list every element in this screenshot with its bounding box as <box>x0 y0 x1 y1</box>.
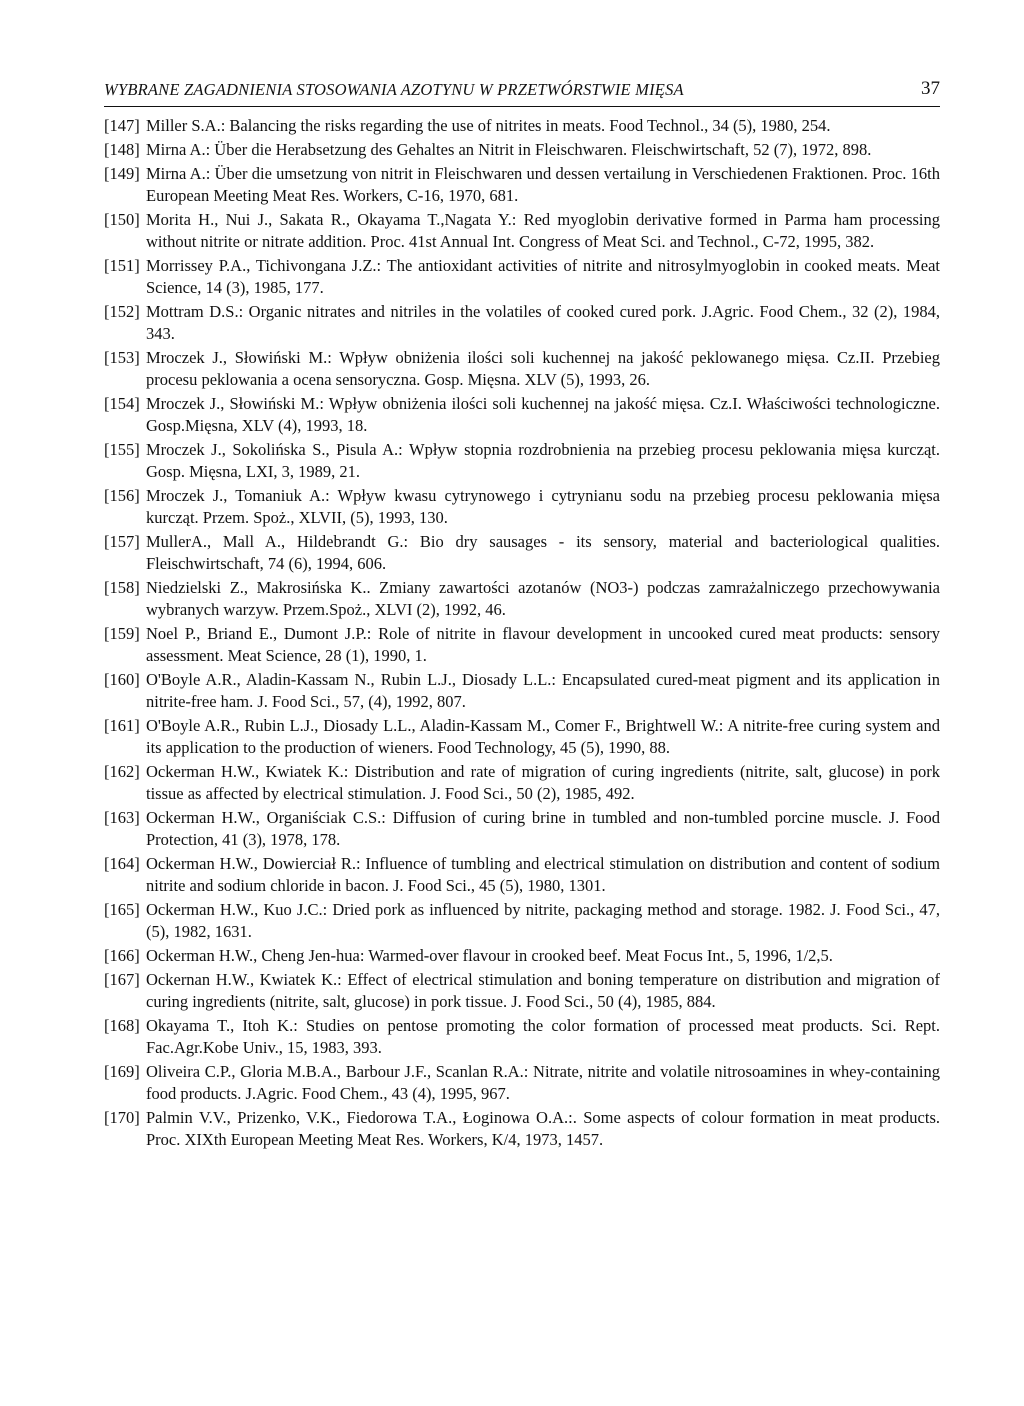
reference-item <box>104 899 940 943</box>
reference-text: Ockerman H.W., Dowierciał R.: Influence of tumbling and electrical stimulation on distribution and content of sodium nitrite and sodium chloride in bacon. J. Food Sci., 45 (5), 1980, 1301. <box>146 854 940 895</box>
reference-text: Morita H., Nui J., Sakata R., Okayama T.,Nagata Y.: Red myoglobin derivative formed in Parma ham processing without nitrite or nitrate addition. Proc. 41st Annual Int. Congress of Meat Sci. and Technol., C-72, 1995, 382. <box>146 210 940 251</box>
reference-text: Noel P., Briand E., Dumont J.P.: Role of nitrite in flavour development in uncooked cured meat products: sensory assessment. Meat Science, 28 (1), 1990, 1. <box>146 624 940 665</box>
reference-number: [155] <box>104 440 140 459</box>
page-number: 37 <box>921 78 940 99</box>
reference-item <box>104 761 940 805</box>
reference-text: O'Boyle A.R., Aladin-Kassam N., Rubin L.J., Diosady L.L.: Encapsulated cured-meat pigment and its application in nitrite-free ham. J. Food Sci., 57, (4), 1992, 807. <box>146 670 940 711</box>
reference-number: [154] <box>104 394 140 413</box>
reference-item <box>104 1015 940 1059</box>
reference-text: O'Boyle A.R., Rubin L.J., Diosady L.L., Aladin-Kassam M., Comer F., Brightwell W.: A nitrite-free curing system and its application to the production of wieners. Food Technology, 45 (5), 1990, 88. <box>146 716 940 757</box>
reference-text: Mroczek J., Tomaniuk A.: Wpływ kwasu cytrynowego i cytrynianu sodu na przebieg procesu peklowania mięsa kurcząt. Przem. Spoż., XLVII, (5), 1993, 130. <box>146 486 940 527</box>
reference-number: [150] <box>104 210 140 229</box>
reference-item <box>104 853 940 897</box>
reference-number: [159] <box>104 624 140 643</box>
reference-text: Mroczek J., Sokolińska S., Pisula A.: Wpływ stopnia rozdrobnienia na przebieg procesu peklowania mięsa kurcząt. Gosp. Mięsna, LXI, 3, 1989, 21. <box>146 440 940 481</box>
reference-text: Ockerman H.W., Cheng Jen-hua: Warmed-over flavour in crooked beef. Meat Focus Int., 5, 1996, 1/2,5. <box>146 946 833 965</box>
reference-number: [166] <box>104 946 140 965</box>
reference-item <box>104 531 940 575</box>
reference-number: [161] <box>104 716 140 735</box>
reference-item <box>104 969 940 1013</box>
reference-text: Oliveira C.P., Gloria M.B.A., Barbour J.F., Scanlan R.A.: Nitrate, nitrite and volatile nitrosoamines in whey-containing food products. J.Agric. Food Chem., 43 (4), 1995, 967. <box>146 1062 940 1103</box>
reference-item <box>104 139 940 161</box>
reference-item <box>104 301 940 345</box>
reference-item <box>104 255 940 299</box>
reference-item <box>104 393 940 437</box>
reference-number: [165] <box>104 900 140 919</box>
reference-number: [153] <box>104 348 140 367</box>
reference-number: [160] <box>104 670 140 689</box>
reference-number: [147] <box>104 116 140 135</box>
reference-number: [164] <box>104 854 140 873</box>
reference-text: Mroczek J., Słowiński M.: Wpływ obniżenia ilości soli kuchennej na jakość mięsa. Cz.I. Właściwości technologiczne. Gosp.Mięsna, XLV (4), 1993, 18. <box>146 394 940 435</box>
reference-item <box>104 209 940 253</box>
reference-item <box>104 1107 940 1151</box>
reference-list <box>104 115 940 1151</box>
reference-item <box>104 807 940 851</box>
reference-number: [163] <box>104 808 140 827</box>
reference-number: [151] <box>104 256 140 275</box>
reference-number: [157] <box>104 532 140 551</box>
reference-number: [167] <box>104 970 140 989</box>
reference-number: [170] <box>104 1108 140 1127</box>
reference-number: [162] <box>104 762 140 781</box>
reference-number: [148] <box>104 140 140 159</box>
reference-text: Mirna A.: Über die Herabsetzung des Gehaltes an Nitrit in Fleischwaren. Fleischwirtschaft, 52 (7), 1972, 898. <box>146 140 872 159</box>
reference-text: Palmin V.V., Prizenko, V.K., Fiedorowa T.A., Łoginowa O.A.:. Some aspects of colour formation in meat products. Proc. XIXth European Meeting Meat Res. Workers, K/4, 1973, 1457. <box>146 1108 940 1149</box>
reference-number: [156] <box>104 486 140 505</box>
reference-text: Morrissey P.A., Tichivongana J.Z.: The antioxidant activities of nitrite and nitrosylmyoglobin in cooked meats. Meat Science, 14 (3), 1985, 177. <box>146 256 940 297</box>
reference-text: Miller S.A.: Balancing the risks regarding the use of nitrites in meats. Food Technol., 34 (5), 1980, 254. <box>146 116 831 135</box>
reference-number: [149] <box>104 164 140 183</box>
reference-item <box>104 347 940 391</box>
reference-number: [158] <box>104 578 140 597</box>
reference-text: Ockerman H.W., Kwiatek K.: Distribution and rate of migration of curing ingredients (nitrite, salt, glucose) in pork tissue as affected by electrical stimulation. J. Food Sci., 50 (2), 1985, 492. <box>146 762 940 803</box>
reference-item <box>104 1061 940 1105</box>
reference-item <box>104 485 940 529</box>
reference-item <box>104 439 940 483</box>
reference-text: Mirna A.: Über die umsetzung von nitrit in Fleischwaren und dessen vertailung in Verschiedenen Fraktionen. Proc. 16th European Meeting Meat Res. Workers, C-16, 1970, 681. <box>146 164 940 205</box>
reference-item <box>104 945 940 967</box>
reference-text: Okayama T., Itoh K.: Studies on pentose promoting the color formation of processed meat products. Sci. Rept. Fac.Agr.Kobe Univ., 15, 1983, 393. <box>146 1016 940 1057</box>
reference-text: Ockerman H.W., Organiściak C.S.: Diffusion of curing brine in tumbled and non-tumbled porcine muscle. J. Food Protection, 41 (3), 1978, 178. <box>146 808 940 849</box>
reference-text: Mroczek J., Słowiński M.: Wpływ obniżenia ilości soli kuchennej na jakość peklowanego mięsa. Cz.II. Przebieg procesu peklowania a ocena sensoryczna. Gosp. Mięsna. XLV (5), 1993, 26. <box>146 348 940 389</box>
reference-item <box>104 163 940 207</box>
reference-number: [152] <box>104 302 140 321</box>
reference-text: Ockerman H.W., Kuo J.C.: Dried pork as influenced by nitrite, packaging method and storage. 1982. J. Food Sci., 47, (5), 1982, 1631. <box>146 900 940 941</box>
reference-item <box>104 715 940 759</box>
reference-item <box>104 623 940 667</box>
reference-item <box>104 669 940 713</box>
running-header <box>104 78 940 107</box>
header-title: WYBRANE ZAGADNIENIA STOSOWANIA AZOTYNU W PRZETWÓRSTWIE MIĘSA <box>104 80 684 99</box>
document-page <box>104 78 940 1153</box>
reference-item <box>104 115 940 137</box>
reference-number: [169] <box>104 1062 140 1081</box>
reference-text: Ockernan H.W., Kwiatek K.: Effect of electrical stimulation and boning temperature on distribution and migration of curing ingredients (nitrite, salt, glucose) in pork tissue. J. Food Sci., 50 (4), 1985, 884. <box>146 970 940 1011</box>
reference-item <box>104 577 940 621</box>
reference-text: Niedzielski Z., Makrosińska K.. Zmiany zawartości azotanów (NO3-) podczas zamrażalniczego przechowywania wybranych warzyw. Przem.Spoż., XLVI (2), 1992, 46. <box>146 578 940 619</box>
reference-text: MullerA., Mall A., Hildebrandt G.: Bio dry sausages - its sensory, material and bacteriological qualities. Fleischwirtschaft, 74 (6), 1994, 606. <box>146 532 940 573</box>
reference-text: Mottram D.S.: Organic nitrates and nitriles in the volatiles of cooked cured pork. J.Agric. Food Chem., 32 (2), 1984, 343. <box>146 302 940 343</box>
reference-number: [168] <box>104 1016 140 1035</box>
